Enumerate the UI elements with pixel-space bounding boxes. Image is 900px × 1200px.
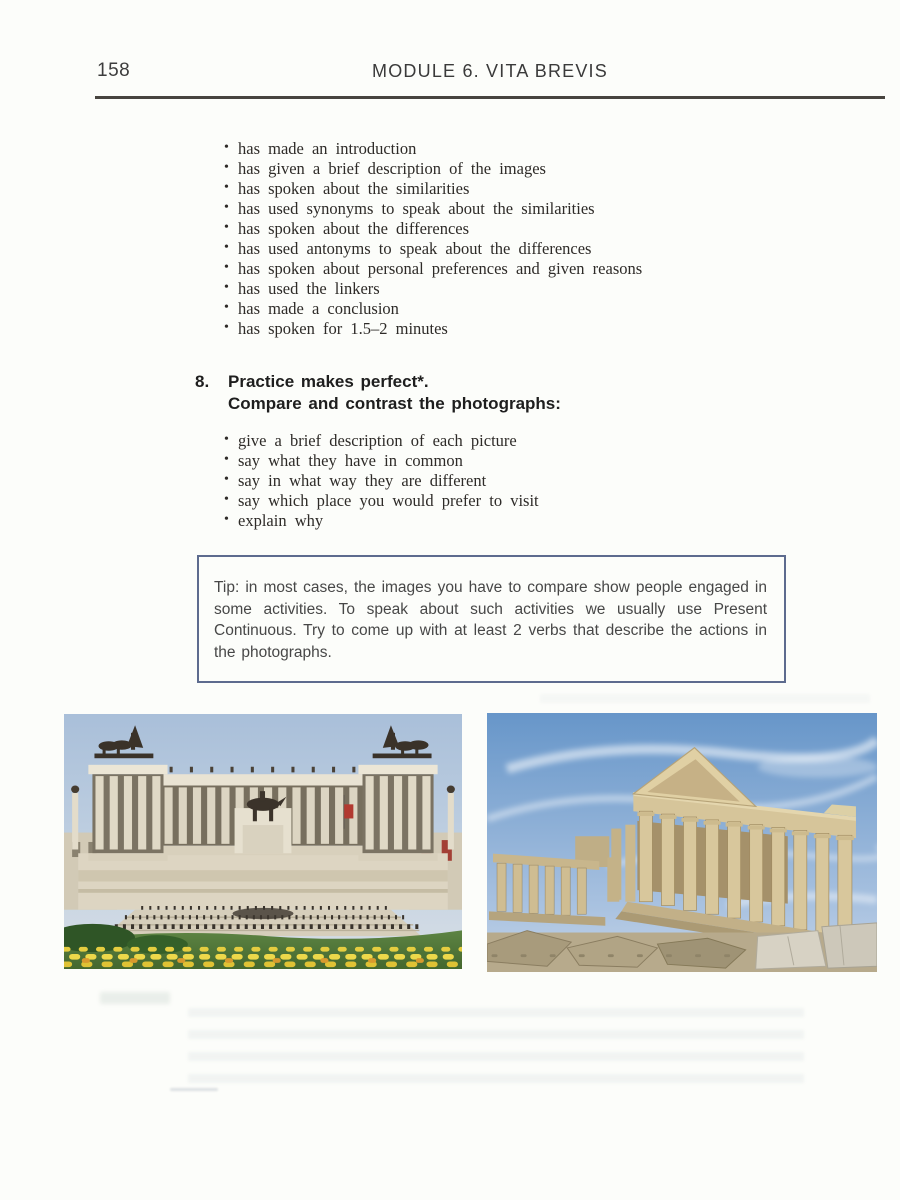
parthenon-athens-photo: [487, 713, 877, 972]
exercise-subtitle: Compare and contrast the photographs:: [228, 394, 561, 413]
bleed-through-ghost: [540, 694, 870, 706]
exercise-task-list: [223, 431, 823, 531]
task-item: • explain why: [223, 511, 823, 531]
parthenon-illustration: [487, 713, 877, 972]
task-item: • say what they have in common: [223, 451, 823, 471]
page-header-title: MODULE 6. VITA BREVIS: [372, 61, 608, 81]
task-item: • say in what way they are different: [223, 471, 823, 491]
checklist-item: • has given a brief description of the images: [223, 159, 823, 179]
exercise-8-heading: [195, 371, 561, 415]
checklist-item: • has used synonyms to speak about the similarities: [223, 199, 823, 219]
task-item: • give a brief description of each picture: [223, 431, 823, 451]
italian-flag: [344, 804, 353, 818]
checklist-item: • has spoken about the differences: [223, 219, 823, 239]
exercise-title: Practice makes perfect*.: [228, 372, 429, 391]
checklist-item: • has used antonyms to speak about the differences: [223, 239, 823, 259]
speaking-checklist: [223, 139, 823, 339]
checklist-item: • has made an introduction: [223, 139, 823, 159]
tip-text: Tip: in most cases, the images you have to compare show people engaged in some activities. To speak about such activities we usually use Present Continuous. Try to come up with at least 2 verbs that describe the actions in the photographs.: [214, 579, 767, 661]
checklist-item: • has spoken for 1.5–2 minutes: [223, 319, 823, 339]
checklist-item: • has used the linkers: [223, 279, 823, 299]
monument-illustration: [64, 714, 462, 969]
page-number: 158: [97, 60, 131, 81]
bleed-through-ghost: [170, 1088, 218, 1091]
task-item: • say which place you would prefer to visit: [223, 491, 823, 511]
checklist-item: • has spoken about personal preferences and given reasons: [223, 259, 823, 279]
header-rule: [95, 96, 885, 99]
checklist-item: • has spoken about the similarities: [223, 179, 823, 199]
checklist-item: • has made a conclusion: [223, 299, 823, 319]
victor-emmanuel-monument-rome-photo: [64, 714, 462, 969]
bleed-through-ghost: [188, 1008, 804, 1094]
exercise-number: 8.: [195, 372, 210, 391]
bleed-through-ghost: [100, 992, 170, 1004]
tip-box: [197, 555, 786, 683]
